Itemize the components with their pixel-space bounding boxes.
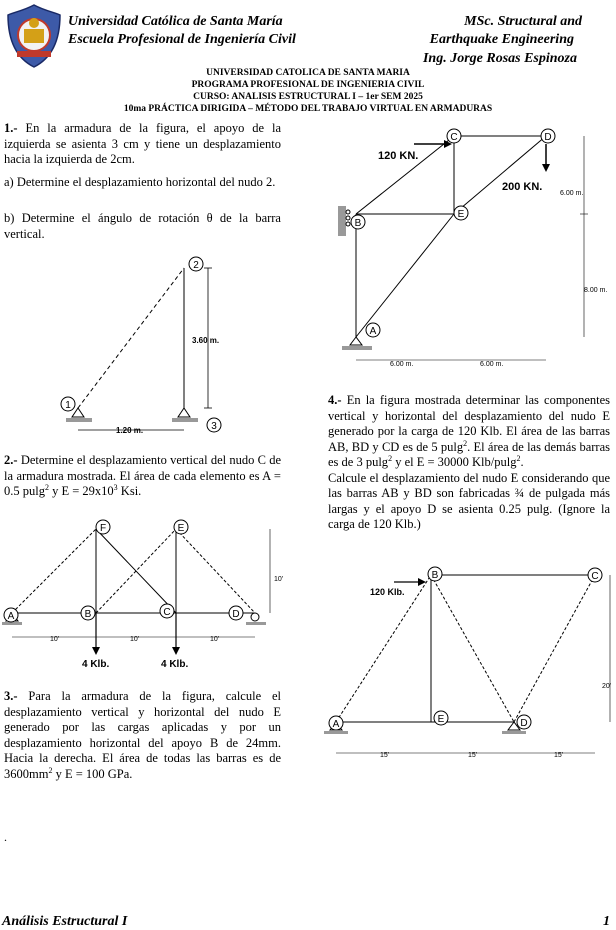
figure-2-truss	[0, 515, 292, 675]
fig3-node-d: D	[544, 132, 552, 143]
center-title-1: UNIVERSIDAD CATOLICA DE SANTA MARIA	[206, 68, 410, 78]
footer-course: Análisis Estructural I	[2, 914, 128, 929]
stray-dot: .	[4, 830, 7, 844]
figure-4-truss	[318, 565, 616, 767]
fig1-node-1: 1	[65, 400, 71, 411]
fig1-node-3: 3	[211, 421, 217, 432]
problem-2-mid: y E = 29x10	[48, 484, 114, 498]
fig4-node-b: B	[431, 570, 439, 581]
problem-2-sup-2: 3	[113, 482, 118, 492]
problem-4-text-2: . El área de las demás barras es de 3 pulg	[328, 439, 610, 469]
problem-1-a: a) Determine el desplazamiento horizontal del nudo 2.	[4, 175, 276, 189]
fig2-height: 10'	[274, 576, 284, 583]
degree-line-1: MSc. Structural and	[464, 14, 582, 29]
page-number: 1	[603, 914, 610, 929]
problem-4-text-5: Calcule el desplazamiento del nudo E considerando que las barras AB y BD son fabricadas ¾ de pulgada más largas y el apoyo D se asienta 0.25 pulg. (Ignore la carga de 120 Klb.)	[328, 470, 610, 531]
fig1-node-2: 2	[193, 260, 199, 271]
fig3-node-e: E	[457, 209, 465, 220]
fig2-node-c: C	[163, 607, 171, 618]
fig3-width-1: 6.00 m.	[390, 361, 414, 368]
fig3-height-1: 6.00 m.	[560, 190, 584, 197]
professor-name: Ing. Jorge Rosas Espinoza	[422, 51, 577, 66]
problem-4-number: 4.-	[328, 393, 342, 407]
problem-3-number: 3.-	[4, 689, 18, 703]
fig2-node-e: E	[177, 523, 185, 534]
problem-4-sup-2: 2	[388, 453, 393, 463]
fig2-span-3: 10'	[210, 636, 220, 643]
school-name: Escuela Profesional de Ingeniería Civil	[68, 32, 296, 47]
university-seal-icon	[5, 3, 63, 69]
fig2-span-1: 10'	[50, 636, 60, 643]
fig2-node-a: A	[7, 611, 15, 622]
fig2-span-2: 10'	[130, 636, 140, 643]
fig4-load: 120 Klb.	[370, 587, 405, 597]
fig2-node-b: B	[84, 609, 92, 620]
fig4-span-2: 15'	[468, 752, 478, 759]
center-title-2: PROGRAMA PROFESIONAL DE INGENIERIA CIVIL	[191, 80, 425, 90]
problem-3-end: y E = 100 GPa.	[52, 766, 133, 781]
problem-4-text-3: y el E = 30000 Klb/pulg	[392, 455, 517, 469]
fig4-node-e: E	[437, 714, 445, 725]
center-title-4: 10ma PRÁCTICA DIRIGIDA – MÉTODO DEL TRABAJO VIRTUAL EN ARMADURAS	[123, 104, 493, 114]
university-name: Universidad Católica de Santa María	[68, 14, 283, 29]
figure-1-truss	[58, 248, 238, 438]
figure-3-truss	[330, 122, 616, 372]
fig4-span-1: 15'	[380, 752, 390, 759]
fig3-load-2: 200 KN.	[502, 181, 543, 193]
problem-3	[4, 689, 281, 782]
fig3-load-1: 120 KN.	[378, 150, 419, 162]
fig3-width-2: 6.00 m.	[480, 361, 504, 368]
problem-4-sup-1: 2	[463, 438, 468, 448]
fig3-node-c: C	[450, 132, 458, 143]
problem-4-sup-3: 2	[516, 453, 521, 463]
fig3-node-a: A	[369, 326, 377, 337]
fig2-node-d: D	[232, 609, 240, 620]
problem-1-b: b) Determine el ángulo de rotación θ de la barra vertical.	[4, 211, 281, 241]
problem-3-sup: 2	[48, 765, 53, 775]
problem-1	[4, 121, 281, 168]
center-title-3: CURSO: ANALISIS ESTRUCTURAL I – 1er SEM 2025	[193, 92, 423, 102]
problem-1-number: 1.-	[4, 121, 18, 135]
problem-3-text: Para la armadura de la figura, calcule el desplazamiento vertical y horizontal del nudo E generado por las cargas aplicadas y por un desplazamiento horizontal del apoyo B de 24mm. Hacia la derecha. El área de todas las barras es de 3600mm	[4, 689, 282, 781]
problem-4-text-4: .	[520, 455, 524, 469]
fig2-load-2: 4 Klb.	[161, 659, 189, 670]
problem-4-text-1: En la figura mostrada determinar las componentes vertical y horizontal del desplazamiento del nudo E generado por la carga de 120 Klb. El área de las barras AB, BD y CD es de 5 pulg	[328, 393, 611, 454]
fig4-node-d: D	[520, 718, 528, 729]
problem-2-text: Determine el desplazamiento vertical del nudo C de la armadura mostrada. El área de cada elemento es A = 0.5 pulg	[4, 453, 282, 498]
problem-2-end: Ksi.	[117, 484, 142, 498]
problem-2-number: 2.-	[4, 453, 18, 467]
problem-2	[4, 453, 281, 500]
problem-1-text: En la armadura de la figura, el apoyo de la izquierda se asienta 3 cm y tiene un desplazamiento hacia la izquierda de 2cm.	[4, 121, 282, 166]
problem-2-sup-1: 2	[44, 482, 49, 492]
fig4-span-3: 15'	[554, 752, 564, 759]
fig4-node-a: A	[332, 719, 340, 730]
problem-4	[328, 393, 610, 533]
fig1-width: 1.20 m.	[116, 426, 144, 435]
fig4-node-c: C	[591, 571, 599, 582]
fig3-node-b: B	[354, 218, 362, 229]
fig1-height: 3.60 m.	[192, 336, 220, 345]
fig2-load-1: 4 Klb.	[82, 659, 110, 670]
fig3-height-2: 8.00 m.	[584, 287, 608, 294]
degree-line-2: Earthquake Engineering	[429, 32, 574, 47]
fig4-height: 20'	[602, 683, 612, 690]
fig2-node-f: F	[99, 523, 107, 534]
